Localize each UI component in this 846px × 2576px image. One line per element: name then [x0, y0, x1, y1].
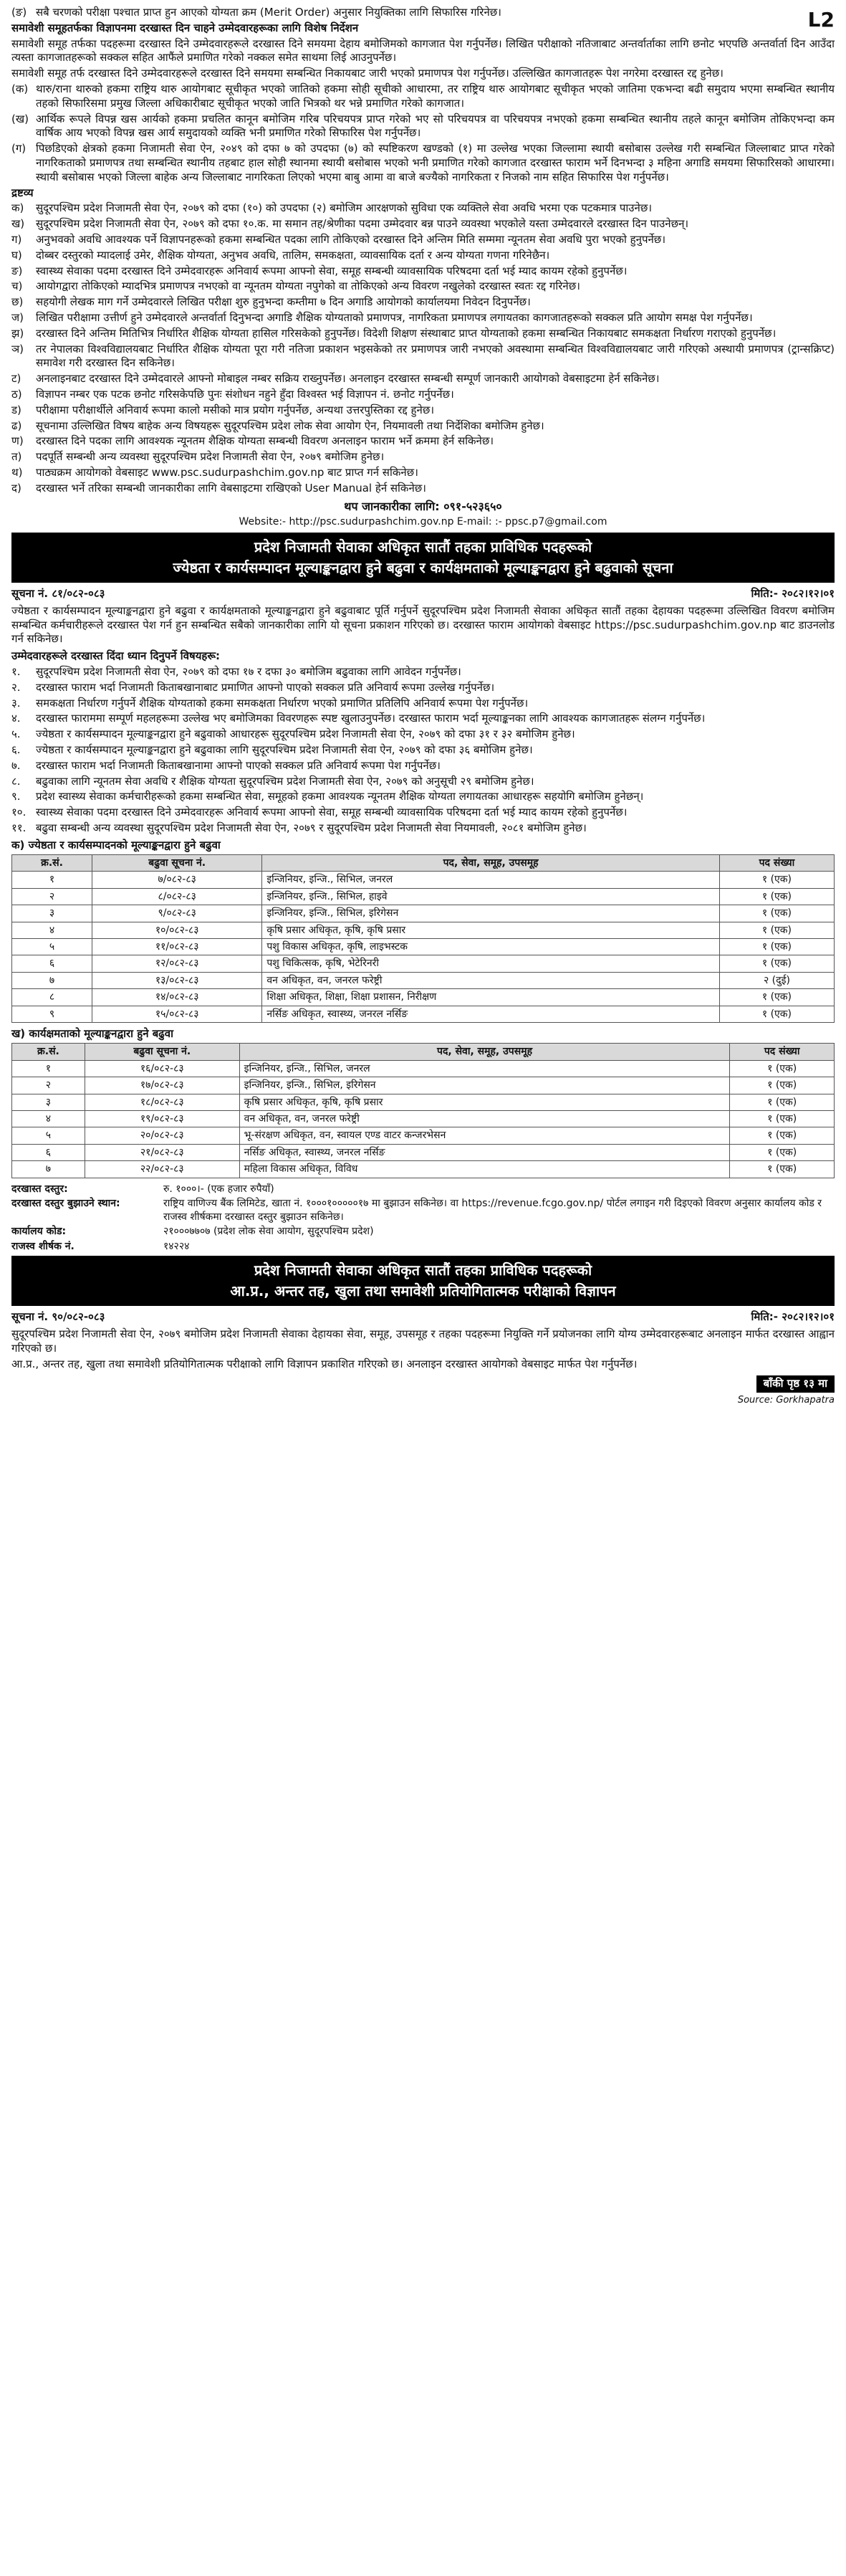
- notice-date: मिति:- २०८२।१२।०१: [751, 587, 835, 601]
- item-text: सहयोगी लेखक माग गर्ने उम्मेदवारले लिखित परीक्षा शुरु हुनुभन्दा कम्तीमा ७ दिन अगाडि आयोगको कार्यालयमा निवेदन दिनुपर्नेछ।: [36, 295, 531, 309]
- page-footer: [11, 1375, 835, 1393]
- section1-intro: ज्येष्ठता र कार्यसम्पादन मूल्याङ्कनद्वारा हुने बढुवा र कार्यक्षमताको मूल्याङ्कनद्वारा हुने बढुवाबाट पूर्ति गर्नुपर्ने सुदूरपश्चिम प्रदेश निजामती सेवाका अधिकृत सातौं तहका देहायका पदहरूमा उल्लिखित विवरण बमोजिम सम्बन्धित कर्मचारीहरूले दरखास्त पेश गर्न हुन सम्बन्धित सबैको जानकारीका लागि यो सूचना प्रकाशन गरिएको छ। दरखास्त फाराम आयोगको वेबसाइट https://psc.sudurpashchim.gov.np बाट डाउनलोड गर्न सकिनेछ।: [11, 604, 835, 646]
- item-key: २.: [11, 680, 21, 694]
- table-row: [12, 1127, 835, 1144]
- item-text: आर्थिक रूपले विपन्न खस आर्यको हकमा प्रचलित कानून बमोजिम गरिब परिचयपत्र प्राप्त गरेको भए सो परिचयपत्र वा परिचयपत्र नभएको हकमा सम्बन्धित स्थानीय तहले कानून बमोजिम तोकिएभन्दा कम वार्षिक आय भएको विपन्न खस आर्य समुदायको व्यक्ति भनी प्रमाणित गरेको सिफारिस पेश गर्नुपर्नेछ।: [36, 112, 835, 140]
- column-header: क्र.सं.: [12, 854, 92, 871]
- item-key: थ): [11, 465, 23, 479]
- table-cell: ३: [12, 905, 92, 922]
- list-item: [11, 113, 835, 141]
- table-cell: २१/०८२-८३: [85, 1144, 239, 1160]
- table-cell: नर्सिङ अधिकृत, स्वास्थ्य, जनरल नर्सिङ: [239, 1144, 730, 1160]
- banner-line: ज्येष्ठता र कार्यसम्पादन मूल्याङ्कनद्वारा हुने बढुवा र कार्यक्षमताको मूल्याङ्कनद्वारा हुने बढुवाको सूचना: [173, 559, 673, 577]
- table-cell: ५: [12, 1127, 85, 1144]
- table-cell: महिला विकास अधिकृत, विविध: [239, 1161, 730, 1178]
- list-item: [11, 665, 835, 679]
- item-key: ज): [11, 310, 24, 324]
- list-item: [11, 404, 835, 418]
- list-item: [11, 790, 835, 804]
- column-header: बढुवा सूचना नं.: [85, 1044, 239, 1060]
- item-text: सुदूरपश्चिम प्रदेश निजामती सेवा ऐन, २०७९ को दफा १०.क. मा समान तह/श्रेणीका पदमा उम्मेदवार बन्न पाउने व्यवस्था भएकोले यस्ता उम्मेदवारले दरखास्त दिन पाउनेछन्।: [36, 217, 689, 231]
- inclusive-para: समावेशी समूह तर्फ दरखास्त दिने उम्मेदवारहरूले दरखास्त दिने समयमा सम्बन्धित निकायबाट जारी भएको प्रमाणपत्र पेश गर्नुपर्नेछ। उल्लिखित कागजातहरू पेश नगरेमा दरखास्त रद्द हुनेछ।: [11, 67, 724, 80]
- table-cell: १ (एक): [719, 955, 834, 972]
- notice-number: सूचना नं. ९०/०८२-०८३: [11, 1310, 105, 1324]
- item-key: (ग): [11, 142, 27, 156]
- item-key: ड): [11, 403, 21, 416]
- table-cell: २०/०८२-८३: [85, 1127, 239, 1144]
- item-key: (क): [11, 82, 29, 95]
- item-key: ञ): [11, 342, 24, 356]
- notice-number: सूचना नं. ८१/०८२-०८३: [11, 587, 105, 601]
- table-cell: शिक्षा अधिकृत, शिक्षा, शिक्षा प्रशासन, निरीक्षण: [262, 989, 720, 1006]
- table-cell: १६/०८२-८३: [85, 1060, 239, 1077]
- section2-notice-row: [11, 1310, 835, 1325]
- list-item: [11, 311, 835, 325]
- section2-para: आ.प्र., अन्तर तह, खुला तथा समावेशी प्रतियोगितात्मक परीक्षाको लागि विज्ञापन प्रकाशित गरिएको छ। अनलाइन दरखास्त आयोगको वेबसाइट मार्फत पेश गर्नुपर्नेछ।: [11, 1357, 638, 1370]
- item-text: बढुवाका लागि न्यूनतम सेवा अवधि र शैक्षिक योग्यता सुदूरपश्चिम प्रदेश निजामती सेवा ऐन, २०७९ को अनुसूची २९ बमोजिम हुनेछ।: [36, 774, 534, 788]
- list-item: [11, 681, 835, 695]
- table-cell: १ (एक): [730, 1161, 835, 1178]
- table-cell: १५/०८२-८३: [92, 1006, 262, 1022]
- column-header: पद संख्या: [719, 854, 834, 871]
- item-text: दरखास्त फाराम भर्दा निजामती किताबखानाबाट प्रमाणित आफ्नो पाएको सक्कल प्रति अनिवार्य रूपमा उल्लेख गर्नुपर्नेछ।: [36, 680, 495, 694]
- contact-line: थप जानकारीका लागि: ०९१-५२३६५०: [344, 499, 502, 513]
- table-cell: भू-संरक्षण अधिकृत, वन, स्वायल एण्ड वाटर कन्जरभेसन: [239, 1127, 730, 1144]
- table-row: [12, 872, 835, 888]
- table-cell: २: [12, 1077, 85, 1094]
- item-text: ज्येष्ठता र कार्यसम्पादन मूल्याङ्कनद्वारा हुने बढुवाको आधारहरू सुदूरपश्चिम प्रदेश निजामती सेवा ऐन, २०७९ को दफा ३१ र ३२ बमोजिम हुनेछ।: [36, 728, 575, 741]
- table-cell: १८/०८२-८३: [85, 1094, 239, 1110]
- list-item: [11, 482, 835, 496]
- table-cell: पशु विकास अधिकृत, कृषि, लाइभस्टक: [262, 938, 720, 955]
- item-key: ३.: [11, 696, 21, 710]
- promotion-table-seniority: [11, 854, 835, 1024]
- table-body: [12, 872, 835, 1023]
- list-item: [11, 697, 835, 711]
- table-cell: इन्जिनियर, इन्जि., सिभिल, इरिगेसन: [262, 905, 720, 922]
- item-key: (ङ): [11, 6, 27, 19]
- list-item: [11, 327, 835, 341]
- table-cell: इन्जिनियर, इन्जि., सिभिल, इरिगेसन: [239, 1077, 730, 1094]
- table-cell: १ (एक): [730, 1144, 835, 1160]
- table-cell: १ (एक): [719, 989, 834, 1006]
- list-item: [11, 372, 835, 386]
- list-item: [11, 217, 835, 232]
- table1-caption: क) ज्येष्ठता र कार्यसम्पादनको मूल्याङ्कनद्वारा हुने बढुवा: [11, 838, 221, 851]
- table-row: [12, 955, 835, 972]
- list-item: [11, 821, 835, 836]
- table-cell: वन अधिकृत, वन, जनरल फरेष्ट्री: [262, 972, 720, 988]
- list-item: [11, 388, 835, 402]
- item-key: ४.: [11, 712, 21, 725]
- fee-label: राजस्व शीर्षक नं.: [11, 1240, 74, 1252]
- list-item: [11, 450, 835, 464]
- item-text: सबै चरणको परीक्षा पश्चात प्राप्त हुन आएको योग्यता क्रम (Merit Order) अनुसार नियुक्तिका लागि सिफारिस गरिनेछ।: [36, 6, 501, 19]
- item-text: विज्ञापन नम्बर एक पटक छनोट गरिसकेपछि पुनः संशोधन नहुने हुँदा विश्वस्त भई विज्ञापन नं. छनोट गर्नुपर्नेछ।: [36, 387, 454, 401]
- table-cell: १३/०८२-८३: [92, 972, 262, 988]
- list-item: [11, 712, 835, 726]
- promotion-table-efficiency: [11, 1043, 835, 1178]
- table-cell: १ (एक): [719, 938, 834, 955]
- table-cell: १४/०८२-८३: [92, 989, 262, 1006]
- item-key: (ख): [11, 112, 29, 125]
- table-cell: ४: [12, 1110, 85, 1127]
- table-cell: २ (दुई): [719, 972, 834, 988]
- item-text: थारु/राना थारुको हकमा राष्ट्रिय थारु आयोगबाट सूचीकृत भएको जातिको हकमा सोही सूचीको आधारमा, तर राष्ट्रिय थारु आयोगबाट सूचीकृत भएको जातिमा एकभन्दा बढी समुदाय भएमा सम्बन्धित स्थानीय तहको सिफारिसमा प्रमुख जिल्ला अधिकारीबाट सूचीकृत भएको जाति भित्रको थर भन्ने प्रमाणित गरेको कागजात।: [36, 82, 835, 110]
- fee-row: [11, 1197, 835, 1223]
- table-cell: इन्जिनियर, इन्जि., सिभिल, जनरल: [239, 1060, 730, 1077]
- item-key: ८.: [11, 774, 21, 788]
- fee-row: [11, 1225, 835, 1238]
- item-key: घ): [11, 248, 22, 262]
- table-cell: १: [12, 1060, 85, 1077]
- website-line: Website:- http://psc.sudurpashchim.gov.np E-mail: :- ppsc.p7@gmail.com: [239, 515, 607, 528]
- section2-para: सुदूरपश्चिम प्रदेश निजामती सेवा ऐन, २०७९ बमोजिम प्रदेश निजामती सेवाका देहायका सेवा, समूह, उपसमूह र तहका पदहरूमा नियुक्ति गर्ने प्रयोजनका लागि योग्य उम्मेदवारहरूबाट अनलाइन मार्फत दरखास्त आह्वान गरिएको छ।: [11, 1327, 835, 1355]
- list-item: [11, 343, 835, 371]
- item-key: ख): [11, 217, 25, 231]
- section2-banner: [11, 1256, 835, 1306]
- list-item: [11, 201, 835, 216]
- table-row: [12, 1110, 835, 1127]
- item-text: दरखास्त फाराम भर्दा निजामती किताबखानामा आफ्नो पाएको सक्कल प्रति अनिवार्य रूपमा पेश गर्नुपर्नेछ।: [36, 758, 441, 772]
- fee-row: [11, 1240, 835, 1253]
- section1-notice-row: [11, 587, 835, 601]
- table-cell: इन्जिनियर, इन्जि., सिभिल, जनरल: [262, 872, 720, 888]
- item-text: स्वास्थ्य सेवाका पदमा दरखास्त दिने उम्मेदवारहरू अनिवार्य रूपमा आफ्नो सेवा, समूह सम्बन्धी व्यावसायिक परिषदमा दर्ता भई म्याद कायम रहेको हुनुपर्नेछ।: [36, 806, 628, 819]
- list-item: [11, 743, 835, 758]
- table-body: [12, 1060, 835, 1178]
- list-item: [11, 728, 835, 742]
- table-cell: १९/०८२-८३: [85, 1110, 239, 1127]
- list-item: [11, 759, 835, 773]
- item-key: १०.: [11, 806, 27, 819]
- table-row: [12, 905, 835, 922]
- item-key: झ): [11, 326, 24, 340]
- fee-details: [11, 1183, 835, 1253]
- table-row: [12, 972, 835, 988]
- item-text: सुदूरपश्चिम प्रदेश निजामती सेवा ऐन, २०७९ को दफा (१०) को उपदफा (२) बमोजिम आरक्षणको सुविधा एक व्यक्तिले सेवा अवधि भरमा एक पटकमात्र पाउनेछ।: [36, 201, 653, 215]
- table-cell: १ (एक): [719, 1006, 834, 1022]
- item-text: अनलाइनबाट दरखास्त दिने उम्मेदवारले आफ्नो मोबाइल नम्बर सक्रिय राख्नुपर्नेछ। अनलाइन दरखास्त सम्बन्धी सम्पूर्ण जानकारी आयोगको वेबसाइटमा हेर्न सकिनेछ।: [36, 372, 660, 386]
- fee-label: दरखास्त दस्तुर:: [11, 1183, 68, 1195]
- column-header: पद, सेवा, समूह, उपसमूह: [262, 854, 720, 871]
- table-row: [12, 888, 835, 905]
- notes-items: [11, 201, 835, 495]
- item-key: ठ): [11, 387, 22, 401]
- item-key: छ): [11, 295, 24, 309]
- list-item: [11, 806, 835, 820]
- list-item: [11, 280, 835, 294]
- table-row: [12, 938, 835, 955]
- item-key: ९.: [11, 790, 21, 803]
- item-key: ११.: [11, 821, 27, 835]
- column-header: पद संख्या: [730, 1044, 835, 1060]
- list-item: [11, 142, 835, 184]
- table-cell: १७/०८२-८३: [85, 1077, 239, 1094]
- item-key: ढ): [11, 419, 22, 432]
- item-text: स्वास्थ्य सेवाका पदमा दरखास्त दिने उम्मेदवारहरू अनिवार्य रूपमा आफ्नो सेवा, समूह सम्बन्धी व्यावसायिक परिषदमा दर्ता भई म्याद कायम रहेको हुनुपर्नेछ।: [36, 264, 628, 277]
- section1-banner: [11, 533, 835, 583]
- item-text: दरखास्त दिने पदका लागि आवश्यक न्यूनतम शैक्षिक योग्यता सम्बन्धी विवरण अनलाइन फाराम भर्ने क्रममा हेर्न सकिनेछ।: [36, 434, 494, 448]
- table-cell: ८/०८२-८३: [92, 888, 262, 905]
- item-key: १.: [11, 665, 21, 679]
- fee-label: दरखास्त दस्तुर बुझाउने स्थान:: [11, 1198, 120, 1210]
- table-cell: ९: [12, 1006, 92, 1022]
- item-key: द): [11, 481, 21, 495]
- table-row: [12, 1006, 835, 1022]
- item-text: अनुभवको अवधि आवश्यक पर्ने विज्ञापनहरूको हकमा सम्बन्धित पदका लागि तोकिएको दरखास्त दिने अन्तिम मिति सम्ममा न्यूनतम सेवा अवधि पुरा भएको हुनुपर्नेछ।: [36, 232, 666, 246]
- table-header-row: [12, 854, 835, 871]
- item-key: ६.: [11, 743, 21, 757]
- table-row: [12, 922, 835, 938]
- table-cell: ३: [12, 1094, 85, 1110]
- table-cell: कृषि प्रसार अधिकृत, कृषि, कृषि प्रसार: [239, 1094, 730, 1110]
- table-cell: ६: [12, 955, 92, 972]
- table-cell: इन्जिनियर, इन्जि., सिभिल, हाइवे: [262, 888, 720, 905]
- table-cell: ५: [12, 938, 92, 955]
- table-row: [12, 1144, 835, 1160]
- inclusive-heading: समावेशी समूहतर्फका विज्ञापनमा दरखास्त दिन चाहने उम्मेदवारहरूका लागि विशेष निर्देशन: [11, 21, 359, 34]
- list-item: [11, 233, 835, 247]
- item-text: दरखास्त दिने अन्तिम मितिभित्र निर्धारित शैक्षिक योग्यता हासिल गरिसकेको हुनुपर्नेछ। विदेशी शिक्षण संस्थाबाट प्राप्त योग्यताको हकमा सम्बन्धित निकायबाट समकक्षता निर्धारण गराएको हुनुपर्नेछ।: [36, 326, 777, 340]
- column-header: पद, सेवा, समूह, उपसमूह: [239, 1044, 730, 1060]
- table-header-row: [12, 1044, 835, 1060]
- table-cell: १ (एक): [730, 1094, 835, 1110]
- table-cell: वन अधिकृत, वन, जनरल फरेष्ट्री: [239, 1110, 730, 1127]
- item-text: पिछडिएको क्षेत्रको हकमा निजामती सेवा ऐन, २०४९ को दफा ७ को उपदफा (७) को स्पष्टिकरण खण्डको (१) मा उल्लेख भएका जिल्लामा स्थायी बसोबास उल्लेख गरी सम्बन्धित जिल्लाबाट प्राप्त गरेको नागरिकताको प्रमाणपत्र तथा सम्बन्धित स्थानीय तहबाट हाल सोही स्थानमा स्थायी बसोबास भएको भनी प्रमाणित गरेको कागजात दरखास्त फाराम भर्ने दिनभन्दा ३ महिना अगाडि समयमा सिफारिसको आधारमा। स्थायी बसोबास भएको जिल्ला बाहेक अन्य जिल्लाबाट नागरिकता लिएको भएमा बाबु आमा वा बाजे बज्यैको नागरिकता र निजको नाम सहित सिफारिस पेश गर्नुपर्नेछ।: [36, 142, 835, 183]
- list-item: [11, 249, 835, 263]
- table2-caption: ख) कार्यक्षमताको मूल्याङ्कनद्वारा हुने बढुवा: [11, 1027, 173, 1041]
- fee-label: कार्यालय कोड:: [11, 1226, 67, 1238]
- fee-value: १४२२४: [163, 1240, 190, 1252]
- table-row: [12, 1161, 835, 1178]
- item-text: ज्येष्ठता र कार्यसम्पादन मूल्याङ्कनद्वारा हुने बढुवाका लागि सुदूरपश्चिम प्रदेश निजामती सेवा ऐन, २०७९ को दफा ३६ बमोजिम हुनेछ।: [36, 743, 533, 757]
- banner-line: प्रदेश निजामती सेवाका अधिकृत सातौं तहका प्राविधिक पदहरूको: [254, 538, 592, 556]
- table-row: [12, 1060, 835, 1077]
- page-tag: L2: [807, 8, 835, 32]
- table-row: [12, 989, 835, 1006]
- table-cell: ७/०८२-८३: [92, 872, 262, 888]
- table-cell: ९/०८२-८३: [92, 905, 262, 922]
- table-cell: १: [12, 872, 92, 888]
- table-cell: १ (एक): [730, 1127, 835, 1144]
- table-cell: १ (एक): [719, 872, 834, 888]
- table-cell: ६: [12, 1144, 85, 1160]
- item-text: पदपूर्ति सम्बन्धी अन्य व्यवस्था सुदूरपश्चिम प्रदेश निजामती सेवा ऐन, २०७९ बमोजिम हुनेछ।: [36, 450, 385, 464]
- table-cell: ४: [12, 922, 92, 938]
- list-item: [11, 264, 835, 279]
- list-item: [11, 295, 835, 310]
- table-cell: ११/०८२-८३: [92, 938, 262, 955]
- item-text: प्रदेश स्वास्थ्य सेवाका कर्मचारीहरूको हकमा सम्बन्धित सेवा, समूहको हकमा आवश्यक न्यूनतम शैक्षिक योग्यता लगायतका आधारहरू सहयोगि बमोजिम हुनेछन्।: [36, 790, 644, 803]
- table-cell: ८: [12, 989, 92, 1006]
- notice-date: मिति:- २०८२।१२।०१: [751, 1310, 835, 1324]
- source-credit: Source: Gorkhapatra: [737, 1395, 835, 1406]
- list-item: [11, 419, 835, 434]
- table-cell: २२/०८२-८३: [85, 1161, 239, 1178]
- list-item: [11, 82, 835, 111]
- page-continuation: बाँकी पृष्ठ १३ मा: [756, 1375, 835, 1393]
- table-row: [12, 1094, 835, 1110]
- instructions-title: उम्मेदवारहरूले दरखास्त दिंदा ध्यान दिनुपर्ने विषयहरू:: [11, 649, 221, 663]
- table-cell: १ (एक): [719, 905, 834, 922]
- inclusive-items: [11, 82, 835, 185]
- banner-line: प्रदेश निजामती सेवाका अधिकृत सातौं तहका प्राविधिक पदहरूको: [254, 1261, 592, 1279]
- fee-value: राष्ट्रिय वाणिज्य बैंक लिमिटेड, खाता नं. १०००१०००००१७ मा बुझाउन सकिनेछ। वा https://revenue.fcgo.gov.np/ पोर्टल लगाइन गरी दिइएको विवरण अनुसार कार्यालय कोड र राजस्व शीर्षकमा दरखास्त दस्तुर बुझाउन सकिनेछ।: [163, 1198, 822, 1223]
- item-key: ट): [11, 372, 21, 386]
- fee-row: [11, 1183, 835, 1196]
- item-key: ङ): [11, 264, 23, 277]
- list-item: [11, 434, 835, 449]
- notes-heading: द्रष्टव्य: [11, 186, 34, 199]
- item-text: दरखास्त भर्ने तरिका सम्बन्धी जानकारीका लागि वेबसाइटमा राखिएको User Manual हेर्न सकिनेछ।: [36, 481, 426, 495]
- table-cell: ७: [12, 972, 92, 988]
- item-text: परीक्षामा परीक्षार्थीले अनिवार्य रूपमा कालो मसीको मात्र प्रयोग गर्नुपर्नेछ, अन्यथा उत्तरपुस्तिका रद्द हुनेछ।: [36, 403, 435, 416]
- item-text: सूचनामा उल्लिखित विषय बाहेक अन्य विषयहरू सुदूरपश्चिम प्रदेश लोक सेवा आयोग ऐन, नियमावली तथा निर्देशिका बमोजिम हुनेछ।: [36, 419, 544, 432]
- item-text: सुदूरपश्चिम प्रदेश निजामती सेवा ऐन, २०७९ को दफा १७ र दफा ३० बमोजिम बढुवाका लागि आवेदन गर्नुपर्नेछ।: [36, 665, 461, 679]
- list-item: [11, 466, 835, 480]
- instructions-list: [11, 665, 835, 836]
- item-text: आयोगद्वारा तोकिएको म्यादभित्र प्रमाणपत्र नभएको वा न्यूनतम योग्यता नपुगेको वा तोकिएको अन्य विवरण नखुलेको दरखास्त स्वतः रद्द गरिनेछ।: [36, 280, 580, 293]
- item-key: ग): [11, 232, 22, 246]
- fee-value: २१०००७७०७ (प्रदेश लोक सेवा आयोग, सुदूरपश्चिम प्रदेश): [163, 1226, 374, 1238]
- table-row: [12, 1077, 835, 1094]
- item-text: दोब्बर दस्तुरको म्यादलाई उमेर, शैक्षिक योग्यता, अनुभव अवधि, तालिम, समकक्षता, व्यावसायिक दर्ता र अन्य योग्यता गणना गरिनेछैन।: [36, 248, 550, 262]
- item-key: त): [11, 450, 22, 464]
- fee-value: रु. १०००।- (एक हजार रुपैयाँ): [163, 1183, 274, 1195]
- table-cell: पशु चिकित्सक, कृषि, भेटेरिनरी: [262, 955, 720, 972]
- item-text: पाठ्यक्रम आयोगको वेबसाइट www.psc.sudurpashchim.gov.np बाट प्राप्त गर्न सकिनेछ।: [36, 465, 418, 479]
- item-text: लिखित परीक्षामा उत्तीर्ण हुने उम्मेदवारले अन्तर्वार्ता दिनुभन्दा अगाडि शैक्षिक योग्यताको प्रमाणपत्र, नागरिकता प्रमाणपत्र लगायतका कागजातहरूको सक्कल प्रति आयोग समक्ष पेश गर्नुपर्नेछ।: [36, 310, 753, 324]
- table-cell: १२/०८२-८३: [92, 955, 262, 972]
- item-key: ७.: [11, 758, 21, 772]
- item-key: च): [11, 280, 23, 293]
- table-cell: १ (एक): [730, 1077, 835, 1094]
- inclusive-para: समावेशी समूह तर्फका पदहरूमा दरखास्त दिने उम्मेदवारहरूले दरखास्त दिने समयमा देहाय बमोजिमको कागजात पेश गर्नुपर्नेछ। लिखित परीक्षाको नतिजाबाट अन्तर्वार्ताका लागि छनोट भएपछि अन्तर्वार्ता दिन आउँदा त्यस्ता कागजातहरूको सक्कल सहित आफैंले प्रमाणित गरेको नक्कल समेत साथमा लिई आउनुपर्नेछ।: [11, 37, 835, 65]
- item-key: ५.: [11, 728, 21, 741]
- intro-item: [11, 6, 835, 20]
- table-cell: १ (एक): [719, 888, 834, 905]
- table-cell: २: [12, 888, 92, 905]
- table-cell: नर्सिङ अधिकृत, स्वास्थ्य, जनरल नर्सिङ: [262, 1006, 720, 1022]
- table-cell: कृषि प्रसार अधिकृत, कृषि, कृषि प्रसार: [262, 922, 720, 938]
- column-header: क्र.सं.: [12, 1044, 85, 1060]
- table-cell: १०/०८२-८३: [92, 922, 262, 938]
- item-text: दरखास्त फाराममा सम्पूर्ण महलहरूमा उल्लेख भए बमोजिमका विवरणहरू स्पष्ट खुलाउनुपर्नेछ। दरखास्त फाराम भर्दा मूल्याङ्कनका लागि आवश्यक कागजातहरू संलग्न गर्नुपर्नेछ।: [36, 712, 706, 725]
- item-text: तर नेपालका विश्वविद्यालयबाट निर्धारित शैक्षिक योग्यता पूरा गरी नतिजा प्रकाशन भइसकेको तर प्रमाणपत्र जारी नभएको अवस्थामा सम्बन्धित विश्वविद्यालयबाट जारी गरिएको अस्थायी प्रमाणपत्र (ट्रान्सक्रिप्ट) समावेश गरी दरखास्त दिन सकिनेछ।: [36, 342, 835, 370]
- banner-line: आ.प्र., अन्तर तह, खुला तथा समावेशी प्रतियोगितात्मक परीक्षाको विज्ञापन: [230, 1282, 616, 1300]
- table-cell: १ (एक): [730, 1110, 835, 1127]
- column-header: बढुवा सूचना नं.: [92, 854, 262, 871]
- item-key: ण): [11, 434, 24, 448]
- table-cell: ७: [12, 1161, 85, 1178]
- item-text: समकक्षता निर्धारण गर्नुपर्ने शैक्षिक योग्यताको हकमा समकक्षता निर्धारण भएको प्रमाणित प्रतिलिपि अनिवार्य रूपमा पेश गर्नुपर्नेछ।: [36, 696, 529, 710]
- table-cell: १ (एक): [719, 922, 834, 938]
- table-cell: १ (एक): [730, 1060, 835, 1077]
- list-item: [11, 775, 835, 789]
- item-text: बढुवा सम्बन्धी अन्य व्यवस्था सुदूरपश्चिम प्रदेश निजामती सेवा ऐन, २०७९ र सुदूरपश्चिम प्रदेश निजामती सेवा नियमावली, २०८१ बमोजिम हुनेछ।: [36, 821, 587, 835]
- item-key: क): [11, 201, 24, 215]
